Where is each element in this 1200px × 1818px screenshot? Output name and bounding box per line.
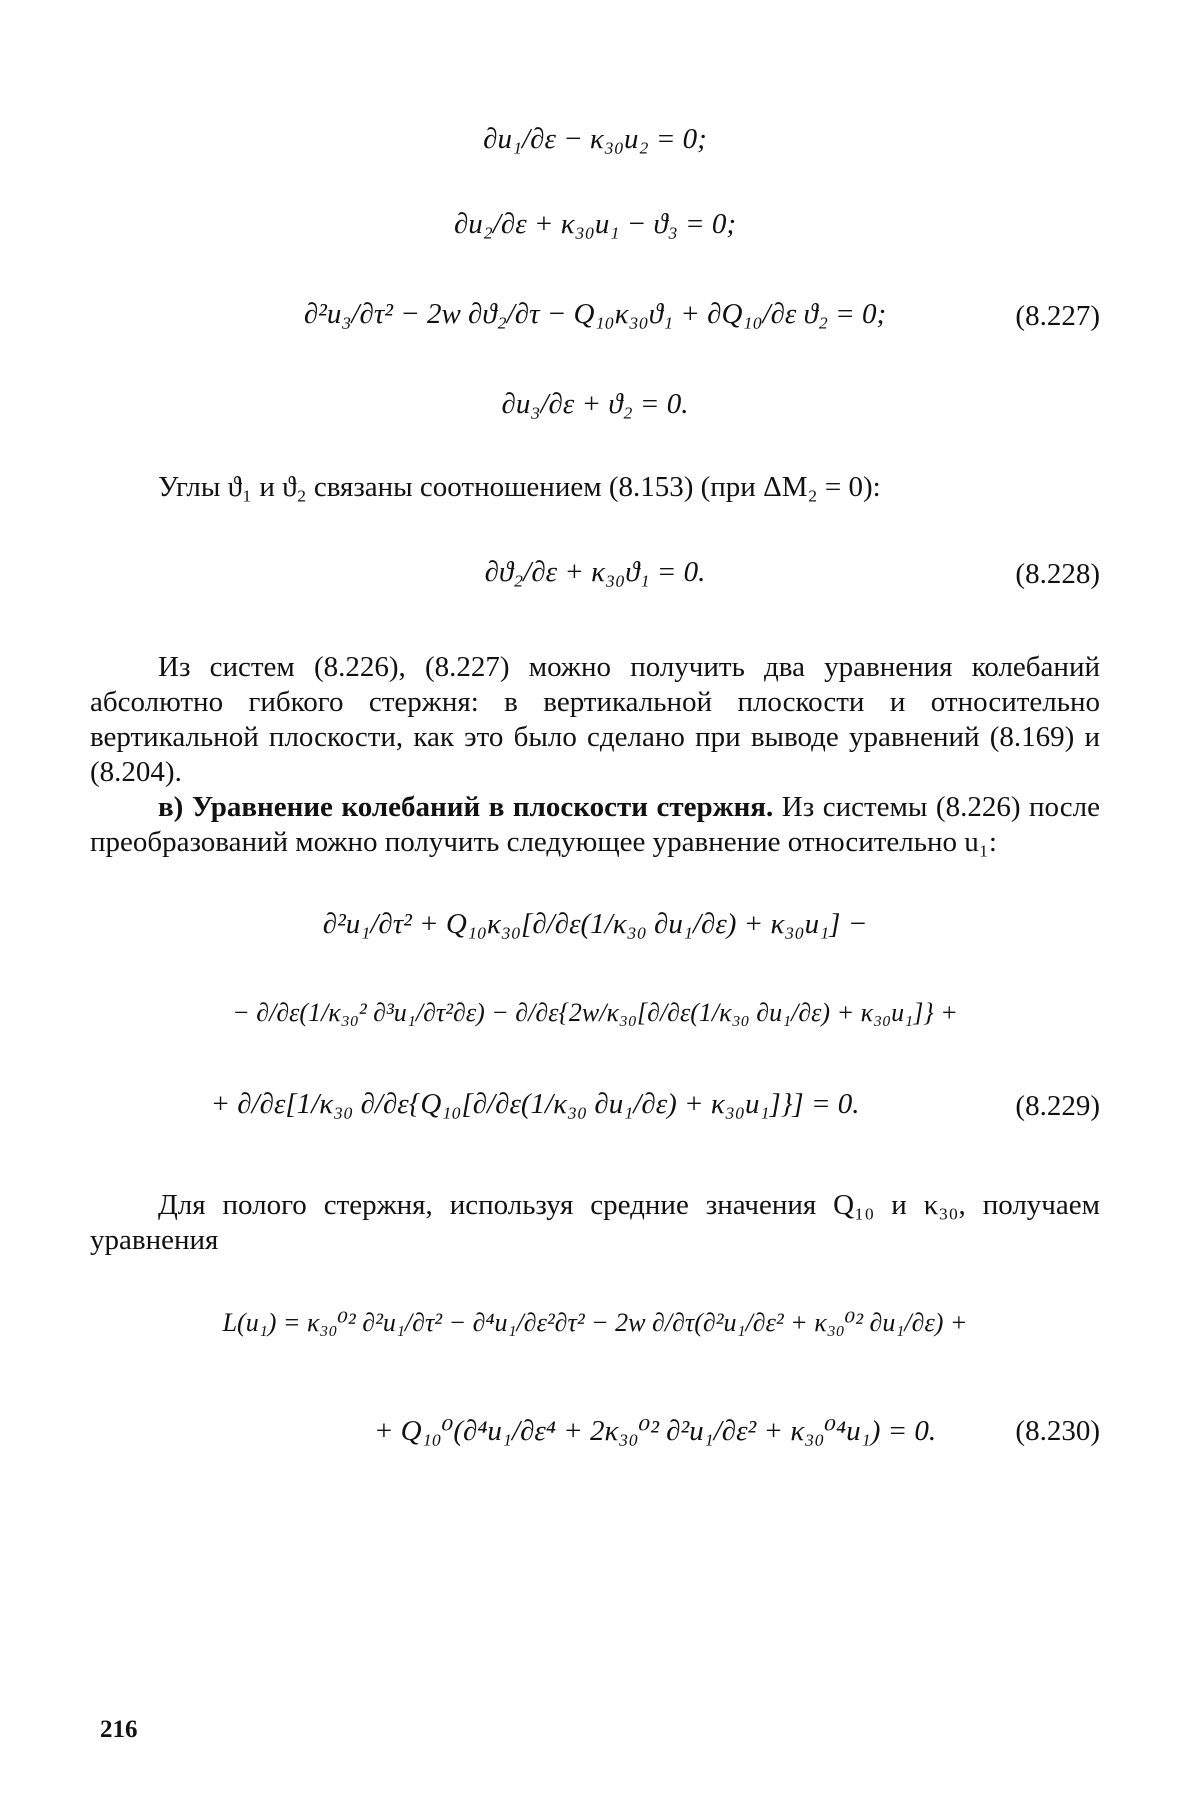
paragraph-systems: Из систем (8.226), (8.227) можно получить два уравнения колебаний абсолютно гибкого стержня: в вертикальной плоскости и относительно вертикальной плоскости, как это было сделано при выводе уравнений (8.169) и (8.204). — [90, 651, 1100, 788]
equation-number: (8.228) — [1015, 558, 1100, 590]
equation-number: (8.230) — [1015, 1415, 1100, 1447]
eq-8-229-line-3: + ∂/∂ε[1/κ₃₀ ∂/∂ε{Q₁₀[∂/∂ε(1/κ₃₀ ∂u₁/∂ε) + κ₃₀u₁]}] = 0. (8.229) — [210, 1088, 1100, 1122]
eq-8-229-line-1: ∂²u₁/∂τ² + Q₁₀κ₃₀[∂/∂ε(1/κ₃₀ ∂u₁/∂ε) + κ₃₀u₁] − — [322, 908, 868, 940]
eq-8-227-line-2: ∂u₂/∂ε + κ₃₀u₁ − ϑ₃ = 0; — [453, 208, 737, 240]
section-text: Из системы (8.226) после преобразований можно получить следующее уравнение относительно u₁: — [90, 791, 1100, 858]
eq-8-227-line-1: ∂u₁/∂ε − κ₃₀u₂ = 0; — [483, 123, 707, 155]
equation-number: (8.229) — [1015, 1090, 1100, 1122]
eq-8-227-line-4: ∂u₃/∂ε + ϑ₂ = 0. — [501, 388, 689, 420]
equation-number: (8.227) — [1015, 300, 1100, 332]
paragraph-hollow-rod: Для полого стержня, используя средние значения Q₁₀ и κ₃₀, получаем уравнения — [90, 1189, 1100, 1256]
paragraph-angles: Углы ϑ₁ и ϑ₂ связаны соотношением (8.153) (при ΔM₂ = 0): — [158, 471, 881, 503]
section-heading: в) Уравнение колебаний в плоскости стержня. — [158, 791, 774, 823]
eq-8-228: ∂ϑ₂/∂ε + κ₃₀ϑ₁ = 0. (8.228) — [484, 556, 1100, 590]
paragraph-section-v — [90, 790, 1100, 860]
eq-8-230-line-1: L(u₁) = κ₃₀⁰² ∂²u₁/∂τ² − ∂⁴u₁/∂ε²∂τ² − 2w ∂/∂τ(∂²u₁/∂ε² + κ₃₀⁰² ∂u₁/∂ε) + — [222, 1308, 968, 1337]
page-number: 216 — [100, 1716, 138, 1743]
eq-8-229-line-2: − ∂/∂ε(1/κ₃₀² ∂³u₁/∂τ²∂ε) − ∂/∂ε{2w/κ₃₀[∂/∂ε(1/κ₃₀ ∂u₁/∂ε) + κ₃₀u₁]} + — [232, 998, 958, 1027]
eq-8-227-line-3: ∂²u₃/∂τ² − 2w ∂ϑ₂/∂τ − Q₁₀κ₃₀ϑ₁ + ∂Q₁₀/∂ε ϑ₂ = 0; (8.227) — [303, 298, 1100, 332]
eq-8-230-line-2: + Q₁₀⁰(∂⁴u₁/∂ε⁴ + 2κ₃₀⁰² ∂²u₁/∂ε² + κ₃₀⁰⁴u₁) = 0. (8.230) — [373, 1415, 1100, 1447]
